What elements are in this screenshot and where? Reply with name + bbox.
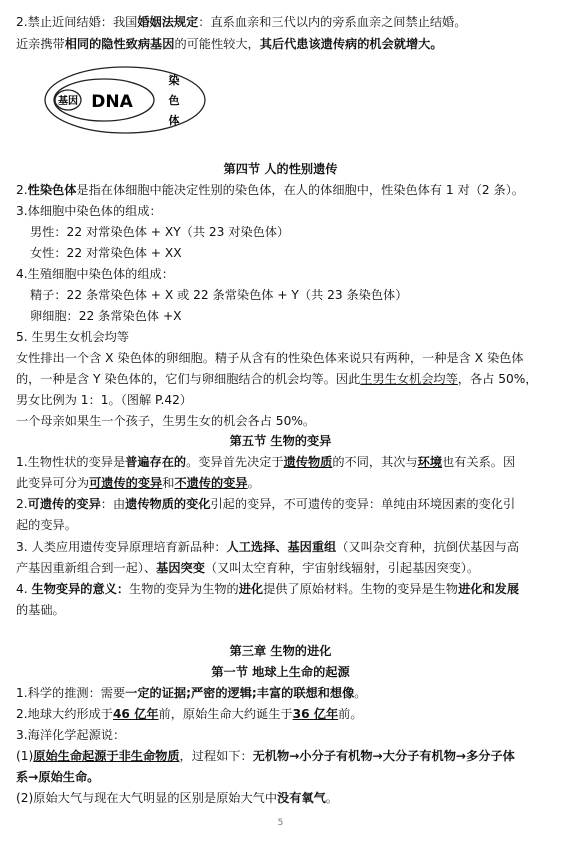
text-line: 卵细胞：22 条常染色体 +X bbox=[30, 309, 182, 323]
text-line bbox=[16, 34, 546, 55]
text: （又叫杂交育种，抗倒伏基因与高 bbox=[336, 540, 520, 554]
section-title: 第五节 生物的变异 bbox=[229, 434, 332, 448]
text-line bbox=[16, 12, 546, 33]
text: ：由 bbox=[100, 497, 126, 511]
text-line bbox=[16, 369, 546, 390]
text-line bbox=[16, 473, 546, 494]
text: 2. bbox=[16, 497, 28, 511]
bold-underlined-text: 原始生命起源于非生命物质 bbox=[33, 749, 180, 763]
bold-text: 基因突变 bbox=[156, 561, 205, 575]
bold-text: 人工选择、基因重组 bbox=[226, 540, 337, 554]
text: 。变异首先决定于 bbox=[186, 455, 284, 469]
bold-underlined-text: 可遗传的变异 bbox=[89, 476, 163, 490]
text-line: 4.生殖细胞中染色体的组成： bbox=[16, 267, 174, 281]
text: 。 bbox=[247, 476, 260, 490]
bold-text: 遗传物质的变化 bbox=[125, 497, 211, 511]
text-line: 5. 生男生女机会均等 bbox=[16, 330, 130, 344]
text: 的可能性较大， bbox=[174, 37, 260, 51]
text-line: 一个母亲如果生一个孩子，生男生女的机会各占 50%。 bbox=[16, 414, 316, 428]
bold-text: 婚姻法规定 bbox=[137, 15, 199, 29]
text: (2)原始大气与现在大气明显的区别是原始大气中 bbox=[16, 791, 278, 805]
text-line: 3.体细胞中染色体的组成： bbox=[16, 204, 162, 218]
bold-underlined-text: 36 亿年 bbox=[292, 707, 339, 721]
text: 4. bbox=[16, 582, 32, 596]
text: ：直系血亲和三代以内的旁系血亲之间禁止结婚。 bbox=[198, 15, 467, 29]
bold-text: 性染色体 bbox=[27, 183, 77, 197]
text: 。 bbox=[325, 791, 338, 805]
bold-text: 其后代患该遗传病的机会就增大。 bbox=[259, 37, 443, 51]
text: 生物的变异为生物的 bbox=[129, 582, 239, 596]
bold-text: 系→原始生命。 bbox=[16, 770, 100, 784]
text: 2.地球大约形成于 bbox=[16, 707, 113, 721]
text-line bbox=[16, 494, 546, 515]
bold-underlined-text: 46 亿年 bbox=[112, 707, 159, 721]
text: （又叫太空育种，宇宙射线辐射，引起基因突变）。 bbox=[204, 561, 480, 575]
text: 引起的变异，不可遗传的变异：单纯由环境因素的变化引 bbox=[210, 497, 516, 511]
text: 的不同，其次与 bbox=[332, 455, 418, 469]
text-line bbox=[16, 683, 546, 704]
text: 此变异可分为 bbox=[16, 476, 90, 490]
text-line: 女性：22 对常染色体 + XX bbox=[30, 246, 182, 260]
chapter-title: 第三章 生物的进化 bbox=[229, 644, 332, 658]
text: 近亲携带 bbox=[16, 37, 65, 51]
text-line bbox=[16, 767, 546, 788]
bold-text: 生物变异的意义： bbox=[31, 582, 130, 596]
bold-text: 可遗传的变异 bbox=[27, 497, 101, 511]
chromosome-label-1: 染 bbox=[168, 74, 180, 87]
bold-text: ; bbox=[251, 686, 257, 700]
bold-underlined-text: 遗传物质 bbox=[283, 455, 333, 469]
bold-underlined-text: 不遗传的变异 bbox=[174, 476, 248, 490]
bold-text: 没有氧气 bbox=[277, 791, 326, 805]
text: 前，原始生命大约诞生于 bbox=[158, 707, 293, 721]
text-line: 3.海洋化学起源说： bbox=[16, 728, 126, 742]
bold-text: 无机物→小分子有机物→大分子有机物→多分子体 bbox=[252, 749, 515, 763]
text: 的，一种是含 Y 染色体的，它们与卵细胞结合的机会均等。因此 bbox=[16, 372, 361, 386]
text-line: 起的变异。 bbox=[16, 518, 77, 532]
text-line bbox=[16, 579, 546, 600]
text-line bbox=[16, 558, 546, 579]
bold-text: 进化和发展 bbox=[458, 582, 520, 596]
bold-text: 普遍存在的 bbox=[125, 455, 187, 469]
text-line bbox=[16, 180, 546, 201]
text: 是指在体细胞中能决定性别的染色体，在人的体细胞中，性染色体有 1 对（2 条）。 bbox=[76, 183, 524, 197]
bold-text: 严密的逻辑 bbox=[190, 686, 252, 700]
text: ，各占 50%， bbox=[457, 372, 538, 386]
page-number: 5 bbox=[277, 818, 284, 828]
chromosome-label-2: 色 bbox=[168, 94, 180, 107]
text: 3. 人类应用遗传变异原理培育新品种： bbox=[16, 540, 227, 554]
text-line bbox=[16, 452, 546, 473]
text-line bbox=[16, 704, 546, 725]
text-line: 女性排出一个含 X 染色体的卵细胞。精子从含有的性染色体来说只有两种，一种是含 X 染色体 bbox=[16, 351, 524, 365]
bold-underlined-text: 环境 bbox=[417, 455, 443, 469]
text: 2. bbox=[16, 183, 28, 197]
bold-text: 丰富的联想和想像 bbox=[256, 686, 355, 700]
chromosome-label-3: 体 bbox=[168, 114, 180, 127]
text: 1.生物性状的变异是 bbox=[16, 455, 126, 469]
text-line: 精子：22 条常染色体 + X 或 22 条常染色体 + Y（共 23 条染色体） bbox=[30, 288, 408, 302]
text: 前。 bbox=[338, 707, 363, 721]
gene-label: 基因 bbox=[58, 96, 78, 107]
text-line bbox=[16, 746, 546, 767]
text: 也有关系。因 bbox=[442, 455, 516, 469]
text: (1) bbox=[16, 749, 34, 763]
text-line: 的基础。 bbox=[16, 603, 65, 617]
text: 提供了原始材料。生物的变异是生物 bbox=[263, 582, 459, 596]
text-line: 男女比例为 1：1。（图解 P.42） bbox=[16, 393, 193, 407]
bold-text: 相同的隐性致病基因 bbox=[64, 37, 175, 51]
text-line bbox=[16, 788, 546, 809]
section-title: 第四节 人的性别遗传 bbox=[223, 162, 338, 176]
text: 1.科学的推测：需要 bbox=[16, 686, 126, 700]
gene-dna-chromosome-diagram bbox=[40, 62, 210, 142]
text-line: 男性：22 对常染色体 + XY（共 23 对染色体） bbox=[30, 225, 290, 239]
text: 2.禁止近间结婚：我国 bbox=[16, 15, 138, 29]
dna-label: DNA bbox=[91, 92, 133, 112]
text: 。 bbox=[354, 686, 367, 700]
section-title: 第一节 地球上生命的起源 bbox=[211, 665, 350, 679]
text: ，过程如下： bbox=[179, 749, 253, 763]
bold-text: 一定的证据 bbox=[125, 686, 187, 700]
bold-text: ; bbox=[186, 686, 191, 700]
text: 产基因重新组合到一起）、 bbox=[16, 561, 157, 575]
bold-text: 进化 bbox=[238, 582, 264, 596]
text: 和 bbox=[162, 476, 175, 490]
underlined-text: 生男生女机会均等 bbox=[360, 372, 458, 386]
text-line bbox=[16, 537, 546, 558]
